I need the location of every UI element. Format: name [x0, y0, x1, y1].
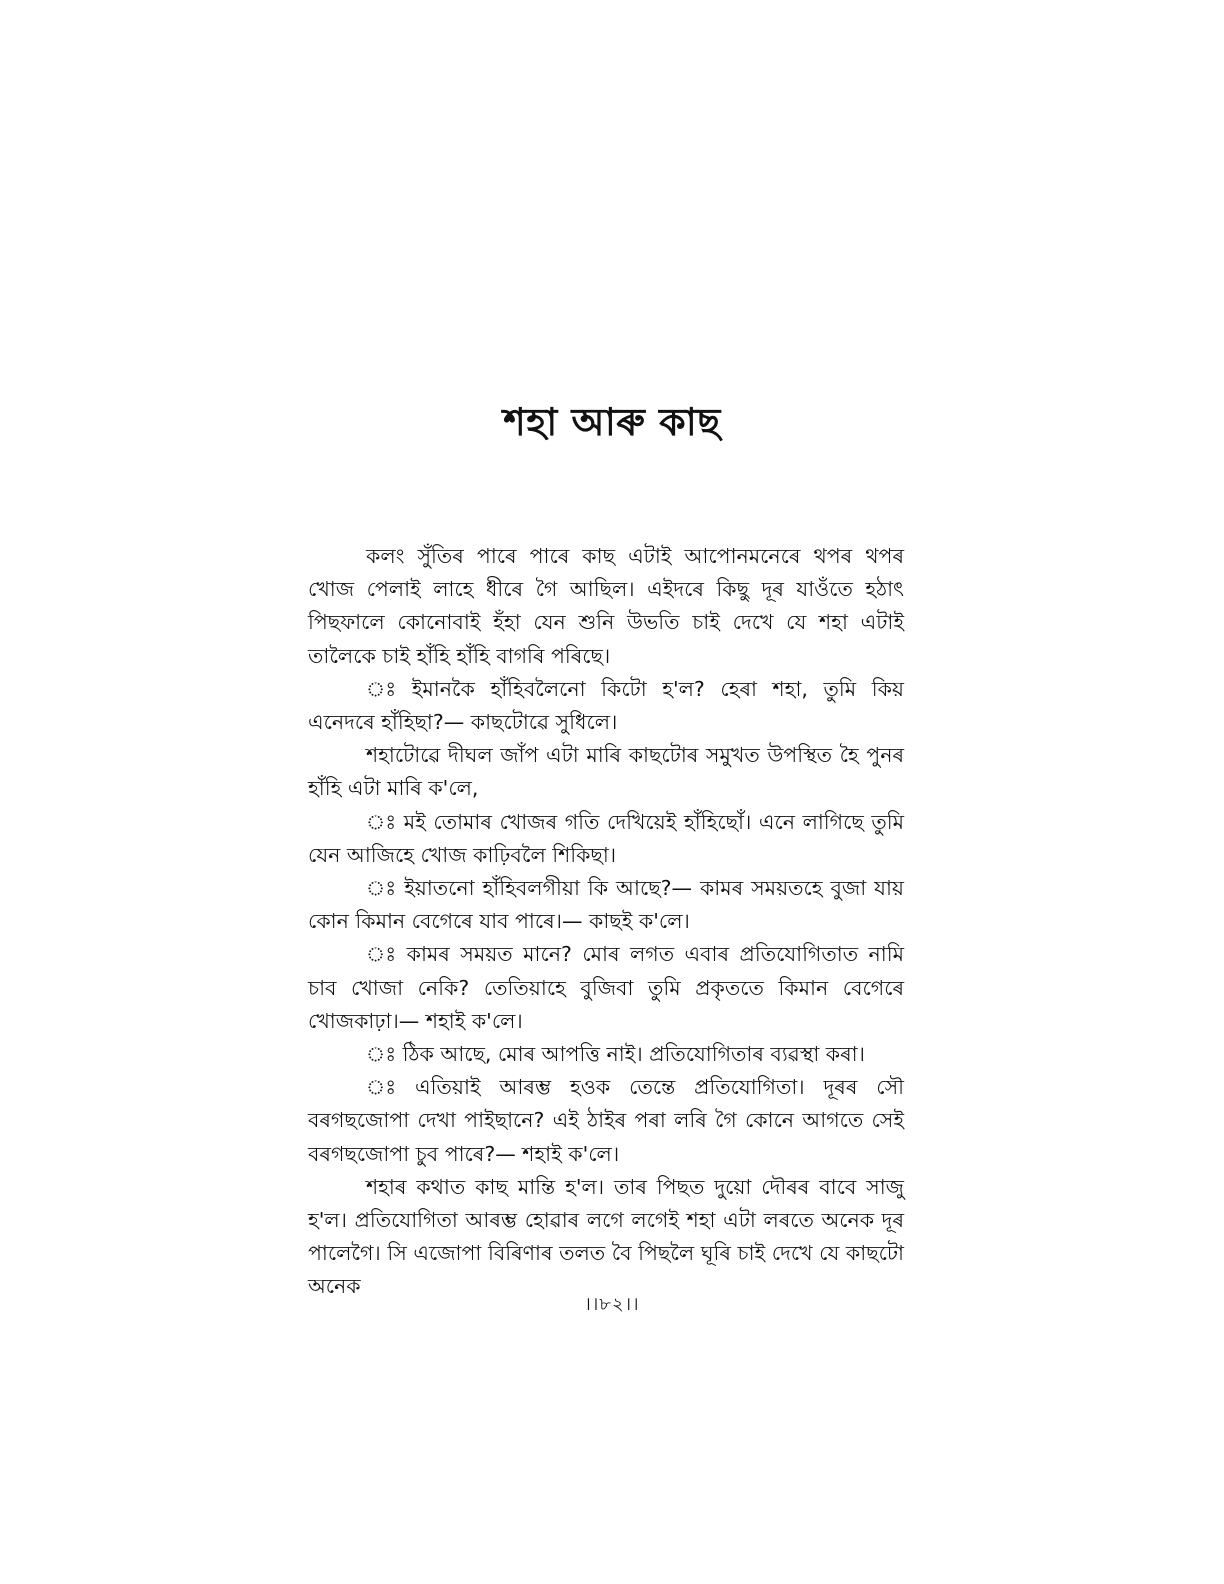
paragraph: কলং সুঁতিৰ পাৰে পাৰে কাছ এটাই আপোনমনেৰে থপৰ থপৰ খোজ পেলাই লাহে ধীৰে গৈ আছিল। এইদৰে কিছু দূৰ যাওঁতে হঠাৎ পিছফালে কোনোবাই হঁহা যেন শুনি উভতি চাই দেখে যে শহা এটাই তালৈকে চাই হাঁহি হাঁহি বাগৰি পৰিছে। [308, 544, 904, 668]
paragraph: ঃ ঠিক আছে, মোৰ আপত্তি নাই। প্ৰতিযোগিতাৰ ব্যৱস্থা কৰা। [366, 1042, 865, 1067]
paragraph: ঃ এতিয়াই আৰম্ভ হওক তেন্তে প্ৰতিযোগিতা। দূৰৰ সৌ বৰগছজোপা দেখা পাইছানে? এই ঠাইৰ পৰা লৰি গৈ কোনে আগতে সেই বৰগছজোপা চুব পাৰে?— শহাই ক'লে। [308, 1075, 904, 1166]
paragraph: ঃ মই তোমাৰ খোজৰ গতি দেখিয়েই হাঁহিছোঁ। এনে লাগিছে তুমি যেন আজিহে খোজ কাঢ়িবলৈ শিকিছা। [308, 809, 904, 867]
paragraph: ঃ কামৰ সময়ত মানে? মোৰ লগত এবাৰ প্ৰতিযোগিতাত নামি চাব খোজা নেকি? তেতিয়াহে বুজিবা তুমি প্ৰকৃততে কিমান বেগেৰে খোজকাঢ়া।— শহাই ক'লে। [308, 942, 904, 1033]
page-number: ।।৮২।। [584, 1294, 640, 1315]
paragraph: শহাটোৱে দীঘল জাঁপ এটা মাৰি কাছটোৰ সমুখত উপস্থিত হৈ পুনৰ হাঁহি এটা মাৰি ক'লে, [308, 743, 904, 801]
page-title: শহা আৰু কাছ [503, 400, 721, 444]
story-body [308, 540, 904, 1304]
paragraph: শহাৰ কথাত কাছ মান্তি হ'ল। তাৰ পিছত দুয়ো দৌৰৰ বাবে সাজু হ'ল। প্ৰতিযোগিতা আৰম্ভ হোৱাৰ লগে লগেই শহা এটা লৰতে অনেক দূৰ পালেগৈ। সি এজোপা বিৰিণাৰ তলত বৈ পিছলৈ ঘূৰি চাই দেখে যে কাছটো অনেক [308, 1174, 904, 1299]
paragraph: ঃ ইমানকৈ হাঁহিবলৈনো কিটো হ'ল? হেৰা শহা, তুমি কিয় এনেদৰে হাঁহিছা?— কাছটোৱে সুধিলে। [308, 676, 904, 735]
paragraph: ঃ ইয়াতনো হাঁহিবলগীয়া কি আছে?— কামৰ সময়তহে বুজা যায় কোন কিমান বেগেৰে যাব পাৰে।— কাছই ক'লে। [308, 876, 904, 934]
